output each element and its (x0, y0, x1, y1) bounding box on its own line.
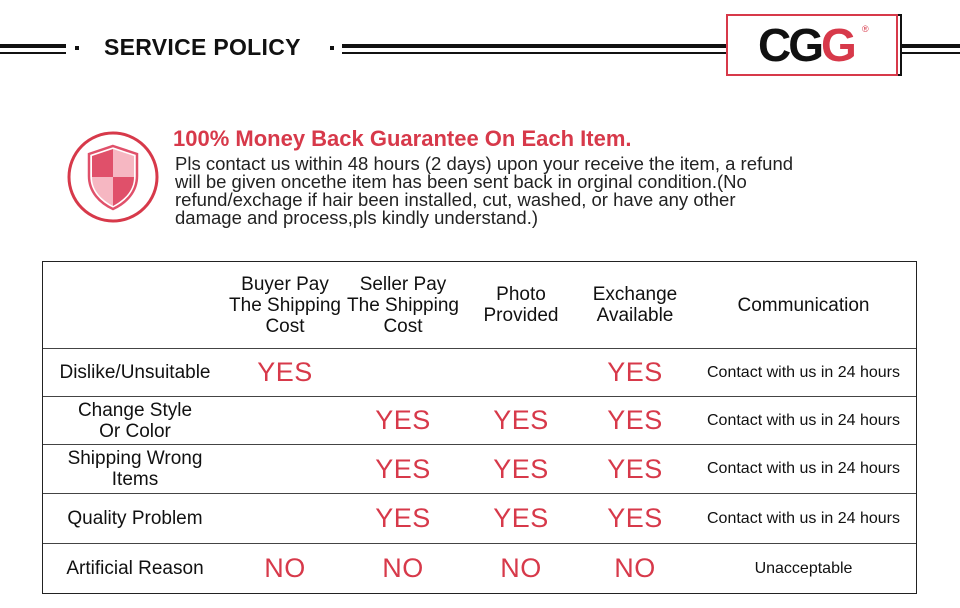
buyer-pay-value (227, 494, 343, 543)
table-row (43, 494, 916, 544)
exchange-value: YES (607, 453, 663, 484)
seller-pay-value: YES (375, 453, 431, 484)
communication-value: Unacceptable (754, 559, 853, 577)
header-rule-left-bottom (0, 52, 66, 54)
header-exchange-line: Available (596, 305, 674, 326)
seller-pay-value: NO (382, 553, 424, 583)
header-exchange-available (579, 262, 691, 348)
guarantee-line: will be given oncethe item has been sent back in orginal condition.(No (175, 171, 747, 192)
header-rule-mid-bottom (342, 52, 726, 54)
header-seller-pay (343, 262, 463, 348)
exchange-value: YES (607, 503, 663, 533)
header-communication: Communication (737, 294, 870, 316)
logo-text-right: G (821, 19, 854, 71)
header-bullet-right (330, 46, 334, 50)
communication-value: Contact with us in 24 hours (707, 509, 900, 527)
header-buyer-line: The Shipping (229, 294, 341, 316)
buyer-pay-value: YES (257, 357, 313, 387)
row-label (43, 349, 227, 396)
row-label (43, 544, 227, 593)
exchange-value: YES (607, 405, 663, 435)
row-label-line: Or Color (99, 420, 171, 442)
row-label (43, 445, 227, 493)
exchange-value: NO (614, 553, 656, 583)
guarantee-line: refund/exchage if hair been installed, cut, washed, or have any other (175, 189, 736, 210)
row-label-line: Shipping Wrong (67, 448, 203, 469)
header-rule-right-top (902, 44, 960, 48)
seller-pay-value: YES (375, 503, 431, 533)
header-bullet-left (75, 46, 79, 50)
guarantee-body (175, 155, 875, 227)
page-title: SERVICE POLICY (104, 34, 301, 60)
header-seller-line: Cost (383, 315, 423, 337)
guarantee-title: 100% Money Back Guarantee On Each Item. (173, 126, 632, 151)
seller-pay-value: YES (375, 405, 431, 435)
brand-logo (758, 20, 854, 70)
buyer-pay-value: NO (264, 553, 306, 583)
header-exchange-line: Exchange (592, 284, 678, 305)
row-label-line: Items (111, 469, 159, 490)
table-row (43, 544, 916, 593)
header-seller-line: Seller Pay (359, 273, 447, 295)
registered-mark: ® (862, 24, 869, 34)
row-label (43, 397, 227, 444)
header-photo-provided (463, 262, 579, 348)
photo-provided-value: NO (500, 553, 542, 583)
table-row (43, 349, 916, 397)
header-label-cell (43, 262, 227, 348)
row-label-line: Artificial Reason (66, 558, 204, 579)
communication-value: Contact with us in 24 hours (707, 460, 900, 477)
table-header-row (43, 262, 916, 349)
photo-provided-value: YES (493, 405, 549, 435)
logo-text-left: CG (758, 19, 821, 71)
header-buyer-line: Cost (265, 315, 305, 337)
row-label-line: Dislike/Unsuitable (59, 362, 211, 383)
header-rule-mid-top (342, 44, 726, 48)
row-label-line: Quality Problem (67, 508, 203, 529)
communication-value: Contact with us in 24 hours (707, 411, 900, 429)
photo-provided-value: YES (493, 503, 549, 533)
communication-value: Contact with us in 24 hours (707, 363, 900, 381)
seller-pay-value (343, 349, 463, 396)
header-rule-right-bottom (902, 52, 960, 54)
buyer-pay-value (227, 445, 343, 493)
row-label-line: Change Style (77, 399, 193, 421)
header-photo-line: Provided (483, 305, 559, 326)
service-policy-table (42, 261, 917, 594)
guarantee-line: Pls contact us within 48 hours (2 days) upon your receive the item, a refund (175, 153, 794, 174)
table-row (43, 397, 916, 445)
photo-provided-value: YES (493, 453, 549, 484)
table-row (43, 445, 916, 494)
buyer-pay-value (227, 397, 343, 444)
guarantee-line: damage and process,pls kindly understand.) (175, 207, 539, 228)
header-seller-line: The Shipping (347, 294, 459, 316)
photo-provided-value (463, 349, 579, 396)
exchange-value: YES (607, 357, 663, 387)
shield-icon (66, 130, 160, 224)
header-rule-left-top (0, 44, 66, 48)
header-buyer-line: Buyer Pay (241, 273, 329, 295)
header-photo-line: Photo (496, 284, 546, 305)
row-label (43, 494, 227, 543)
header-buyer-pay (227, 262, 343, 348)
